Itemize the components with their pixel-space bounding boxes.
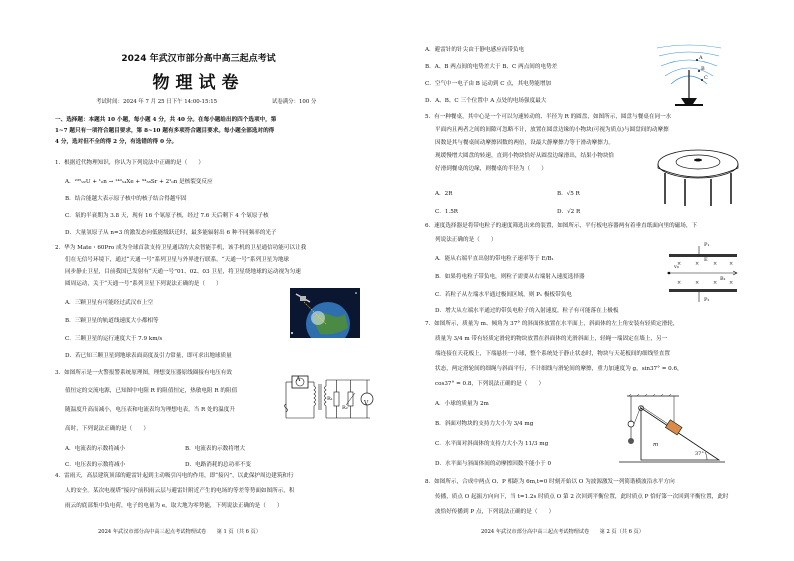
- q4-option-d: D．A、B、C 三个位置中 A 点处的电场强度最大: [425, 98, 547, 104]
- q6-option-c: C．若粒子从左端水平通过极间区域，则 P₁ 极板带负电: [435, 292, 572, 298]
- q4-line-2: 人的安全。某次电视塔“接闪”前积雨云层与避雷针附近产生的电场的等差等势面如图所示，积: [65, 488, 295, 494]
- svg-text:×: ×: [677, 261, 682, 267]
- fig3-r2-label: R₂: [342, 405, 348, 411]
- q5-line-3: 因数是其与餐桌间动摩擦因数的两倍，设最大静摩擦力等于滑动摩擦力。: [435, 140, 615, 146]
- exam-title: 2024 年武汉市部分高中高三起点考试: [121, 54, 276, 64]
- section-intro-line-2: 1~7 题只有一项符合题目要求，第 8~10 题有多项符合题目要求。每小题全部选对的得: [55, 128, 275, 134]
- q2-line-2: 们在无信号环境下，通过“天通一号”系列卫星与外界进行联系。“天通一号”系列卫星为地球: [65, 257, 290, 263]
- q5-line-5: 好滑到餐桌的边缘，则餐桌的半径为（ ）: [435, 166, 547, 172]
- fig4-point-b: B: [701, 66, 705, 72]
- q6-option-d: D．增大从左端水平通过的带负电粒子的入射速度，粒子有可能落在上极板: [435, 308, 619, 314]
- fig7-m-label: m: [653, 442, 659, 448]
- satellite-earth-figure: [290, 288, 360, 338]
- incline-pulley-figure: [619, 394, 729, 466]
- q1-option-b: B．结合能越大表示原子核中的核子结合得越牢固: [65, 196, 187, 202]
- fig3-voltmeter-label: V: [364, 400, 369, 407]
- q7-line-3: 端连接在天花板上，下端悬挂一小球，整个系统处于静止状态时，物块与天花板间的细线竖直置: [435, 351, 670, 357]
- q6-line-1: 6．速度选择器是将带电粒子的速度筛选出来的装置，如图所示，平行板电容器两有着垂直纸面向里的磁场，下: [425, 223, 698, 229]
- q4-line-1: 4．雷雨天，高层建筑顶部的避雷针起到主动吸引闪电的作用，即“接闪”，以此保护周边建筑和行: [55, 473, 294, 479]
- q3-option-a: A．电流表的示数将减小: [65, 446, 125, 452]
- fig6-p1-label: P₁: [704, 242, 710, 248]
- q5-line-2: 平面内且两者之间的间隙可忽略不计，放置在圆盘边缘的小物块(可视为质点)与圆盘间的动摩擦: [435, 127, 669, 133]
- svg-text:×: ×: [713, 280, 718, 286]
- q5-option-c: C．1.5R: [435, 209, 458, 215]
- q8-line-1: 8．如图所示，合成中两点 O、P 相距为 6m,t=0 时刻开始以 O 为波源激发一列简谐横波沿水平方向: [425, 479, 675, 485]
- svg-text:×: ×: [713, 261, 718, 267]
- q2-option-a: A．三颗卫星有可能经过武汉市上空: [65, 300, 153, 306]
- section-intro-line-3: 4 分，选对但不全的得 2 分，有选错的得 0 分。: [55, 139, 178, 145]
- fig6-p2-label: P₂: [704, 297, 710, 303]
- q2-line-4: 圆周运动，关于“天通一号”系列卫星下列说法正确的是（ ）: [65, 281, 222, 287]
- q1-option-d: D．大量氢原子从 n=3 的激发态向低能级跃迁时，最多能辐射出 6 种不同频率的光子: [65, 230, 277, 236]
- q7-option-c: C．水平面对斜面体的支持力大小为 11/3 mg: [435, 441, 549, 447]
- q6-option-a: A．能从右端平直出射的带电粒子速率等于 E/B₁: [435, 256, 554, 262]
- q6-line-2: 列说法正确的是（ ）: [435, 237, 497, 243]
- q7-line-5: cos37° = 0.8，下列说法正确的是（ ）: [435, 381, 545, 387]
- q4-line-3: 雨云的底部集中负电荷，电子的电量为 e，取大地为零势能，下列说法正确的是（ ）: [65, 503, 283, 509]
- fig6-b1-label: B₁: [720, 276, 726, 282]
- svg-text:×: ×: [695, 280, 700, 286]
- q3-option-d: D．电路消耗的总功率不变: [185, 462, 252, 468]
- q5-line-4: 现缓慢增大圆盘的转速，直到小物块恰好从圆盘边缘滑出，结果小物块恰: [435, 153, 615, 159]
- fig4-point-c: C: [704, 75, 708, 81]
- full-score: 试卷满分：100 分: [272, 99, 317, 105]
- q3-line-1: 3．如图所示是一火警报警系统原理图，理想变压器原线圈接有电压有效: [55, 370, 232, 376]
- q6-option-b: B．如果将电粒子带负电，则粒子需要从右端射入速度选择器: [435, 274, 585, 280]
- fig6-v0-label: v₀: [674, 264, 679, 270]
- q3-option-c: C．电压表的示数将减小: [65, 462, 126, 468]
- q1-stem: 1．根据近代物理知识，你认为下列说法中正确的是（ ）: [55, 160, 204, 166]
- q7-line-2: 质量为 3/4 m 带有轻质定滑轮的物块放置在斜面体的光滑斜面上，轻绳一端固定在墙上，另一: [435, 336, 668, 342]
- q2-option-c: C．三颗卫星的运行速度大于 7.9 km/s: [65, 336, 163, 342]
- svg-text:×: ×: [729, 280, 734, 286]
- section-intro-line-1: 一、选择题：本题共 10 小题，每小题 4 分，共 40 分。在每小题给出的四个选项中，第: [55, 117, 277, 123]
- q8-line-2: 传播，质点 O 起振方向向下，当 t=1.2s 时质点 O 第 2 次回到平衡位置，此时质点 P 恰好第一次回到平衡位置，此时: [435, 494, 729, 500]
- q4-option-b: B．A、B 两点间的电势差大于 B、C 两点间的电势差: [425, 64, 558, 70]
- fig4-point-a: A: [699, 55, 703, 61]
- lightning-rod-figure: [653, 40, 725, 108]
- q3-line-2: 值恒定的交流电源，已知图中电阻 R 的阻值恒定，热敏电阻 R 的阻值: [65, 388, 238, 394]
- exam-time: 考试时间：2024 年 7 月 25 日下午 14:00-15:15: [96, 99, 218, 105]
- q7-line-4: 状态，两定滑轮间的细绳与斜面平行，不计细线与滑轮间的摩擦，重力加速度为 g，sin37° = 0.6，: [435, 366, 683, 372]
- svg-text:×: ×: [695, 261, 700, 267]
- fig3-r1-label: R₁: [327, 396, 333, 402]
- q3-line-3: 随温度升高而减小，电压表和电流表均为理想电表，当 R 处的温度升: [65, 407, 235, 413]
- q2-option-d: D．若已知三颗卫星到地球表面高度及引力常量，即可求出地球质量: [65, 353, 232, 359]
- velocity-selector-figure: [663, 244, 743, 304]
- footer-right: 2024 年武汉市部分高中高三起点考试物理试卷 第 2 页（共 6 页）: [481, 529, 644, 535]
- page-right: [397, 0, 794, 561]
- q8-line-3: 波恰好传播到 P 点，下列说法正确的是（ ）: [435, 509, 555, 515]
- footer-left: 2024 年武汉市部分高中高三起点考试物理试卷 第 1 页（共 6 页）: [98, 529, 261, 535]
- q5-option-d: D．√2 R: [557, 209, 581, 215]
- q4-option-a: A．避雷针的针尖由于静电感应而带负电: [425, 47, 525, 53]
- q4-option-c: C．空气中一电子由 B 运动到 C 点，其电势能增加: [425, 81, 552, 87]
- fig7-angle-label: 37°: [695, 451, 704, 457]
- q2-option-b: B．三颗卫星的轨道线速度大小都相等: [65, 318, 159, 324]
- svg-text:×: ×: [677, 280, 682, 286]
- q5-line-1: 5．有一种餐桌，其中心是一个可以匀速转动的、半径为 R 的圆盘，如图所示，圆盘与餐桌在同一水: [425, 114, 672, 120]
- q2-line-1: 2．华为 Mate・60Pro 成为全球首款支持卫星通话的大众智能手机，该手机的卫星通信功能可以让我: [55, 245, 307, 251]
- q7-option-a: A．小球的质量为 2m: [435, 401, 489, 407]
- q5-option-a: A．2R: [435, 191, 453, 197]
- paper-title: 物理试卷: [152, 73, 245, 93]
- q1-option-c: C．氡的半衰期为 3.8 天，现有 16 个氡原子核，经过 7.6 天后剩下 4 个氡原子核: [65, 213, 269, 219]
- q7-option-d: D．水平面与斜面体间的动摩擦因数不能小于 0: [435, 461, 552, 467]
- q2-line-3: 同步静止卫星，目前我国已发射有“天通一号”01、02、03 卫星，将卫星绕地球的运动视为匀速: [65, 269, 301, 275]
- fig6-e-label: E: [704, 257, 708, 263]
- rotating-table-figure: [655, 140, 741, 208]
- q7-option-b: B．斜面对物块的支持力大小为 3/4 mg: [435, 421, 534, 427]
- svg-text:×: ×: [729, 261, 734, 267]
- q5-option-b: B．√5 R: [557, 191, 580, 197]
- fig3-ammeter-label: A: [296, 376, 301, 383]
- q1-option-a: A．²³⁵₉₂U + ¹₀n → ¹⁴⁰₅₄Xe + ⁹⁴₃₈Sr + 2¹₀n 是核裂变反应: [65, 179, 213, 185]
- q3-option-b: B．电流表的示数将增大: [185, 446, 246, 452]
- q3-line-4: 高时，下列说法正确的是（ ）: [65, 426, 149, 432]
- q7-line-1: 7．如图所示，质量为 m、倾角为 37° 的斜面体放置在水平面上，斜面体的左上角安装有轻质定滑轮，: [425, 321, 679, 327]
